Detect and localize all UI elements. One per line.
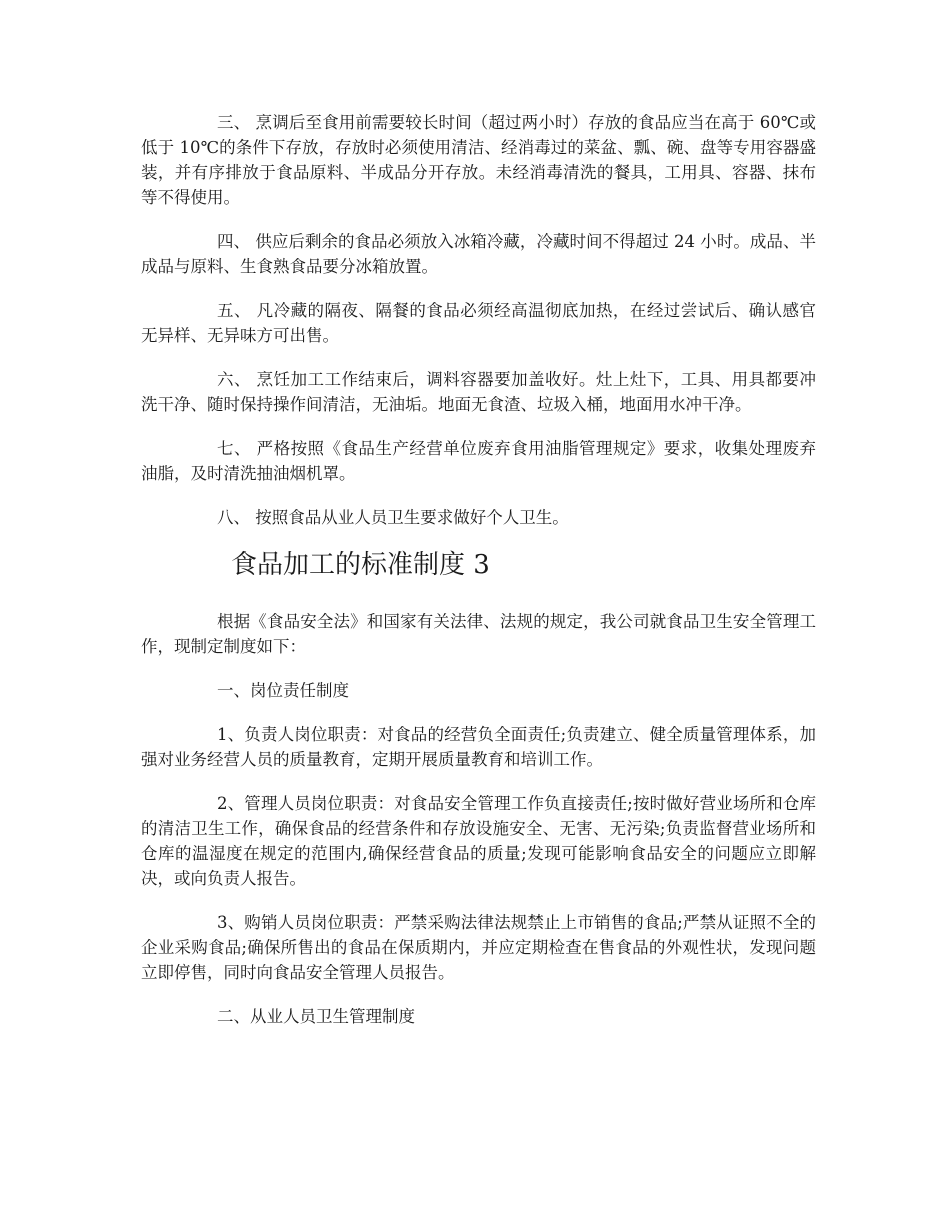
document-body xyxy=(141,110,816,1048)
subsection-title-1: 一、岗位责任制度 xyxy=(217,681,349,700)
subsection-title-2: 二、从业人员卫生管理制度 xyxy=(217,1007,415,1026)
duty-paragraph-3: 3、购销人员岗位职责：严禁采购法律法规禁止上市销售的食品;严禁从证照不全的企业采购食品;确保所售出的食品在保质期内，并应定期检查在售食品的外观性状，发现问题立即停售，同时向食品安全管理人员报告。 xyxy=(141,913,816,982)
paragraph-item-7: 七、 严格按照《食品生产经营单位废弃食用油脂管理规定》要求，收集处理废弃油脂，及时清洗抽油烟机罩。 xyxy=(141,439,816,483)
paragraph-item-5: 五、 凡冷藏的隔夜、隔餐的食品必须经高温彻底加热，在经过尝试后、确认感官无异样、无异味方可出售。 xyxy=(141,301,816,345)
section-heading: 食品加工的标准制度 3 xyxy=(231,550,490,580)
duty-paragraph-2: 2、管理人员岗位职责：对食品安全管理工作负直接责任;按时做好营业场所和仓库的清洁卫生工作，确保食品的经营条件和存放设施安全、无害、无污染;负责监督营业场所和仓库的温湿度在规定的范围内,确保经营食品的质量;发现可能影响食品安全的问题应立即解决，或向负责人报告。 xyxy=(141,794,816,888)
duty-paragraph-1: 1、负责人岗位职责：对食品的经营负全面责任;负责建立、健全质量管理体系，加强对业务经营人员的质量教育，定期开展质量教育和培训工作。 xyxy=(141,725,816,769)
paragraph-item-8: 八、 按照食品从业人员卫生要求做好个人卫生。 xyxy=(217,508,569,527)
paragraph-item-3: 三、 烹调后至食用前需要较长时间（超过两小时）存放的食品应当在高于 60℃或低于 10℃的条件下存放，存放时必须使用清洁、经消毒过的菜盆、瓢、碗、盘等专用容器盛装，并有序排放于食品原料、半成品分开存放。未经消毒清洗的餐具，工用具、容器、抹布等不得使用。 xyxy=(141,113,816,207)
intro-paragraph: 根据《食品安全法》和国家有关法律、法规的规定，我公司就食品卫生安全管理工作，现制定制度如下： xyxy=(141,612,816,656)
paragraph-item-4: 四、 供应后剩余的食品必须放入冰箱冷藏，冷藏时间不得超过 24 小时。成品、半成品与原料、生食熟食品要分冰箱放置。 xyxy=(141,232,816,276)
paragraph-item-6: 六、 烹饪加工工作结束后，调料容器要加盖收好。灶上灶下，工具、用具都要冲洗干净、随时保持操作间清洁，无油垢。地面无食渣、垃圾入桶，地面用水冲干净。 xyxy=(141,370,816,414)
